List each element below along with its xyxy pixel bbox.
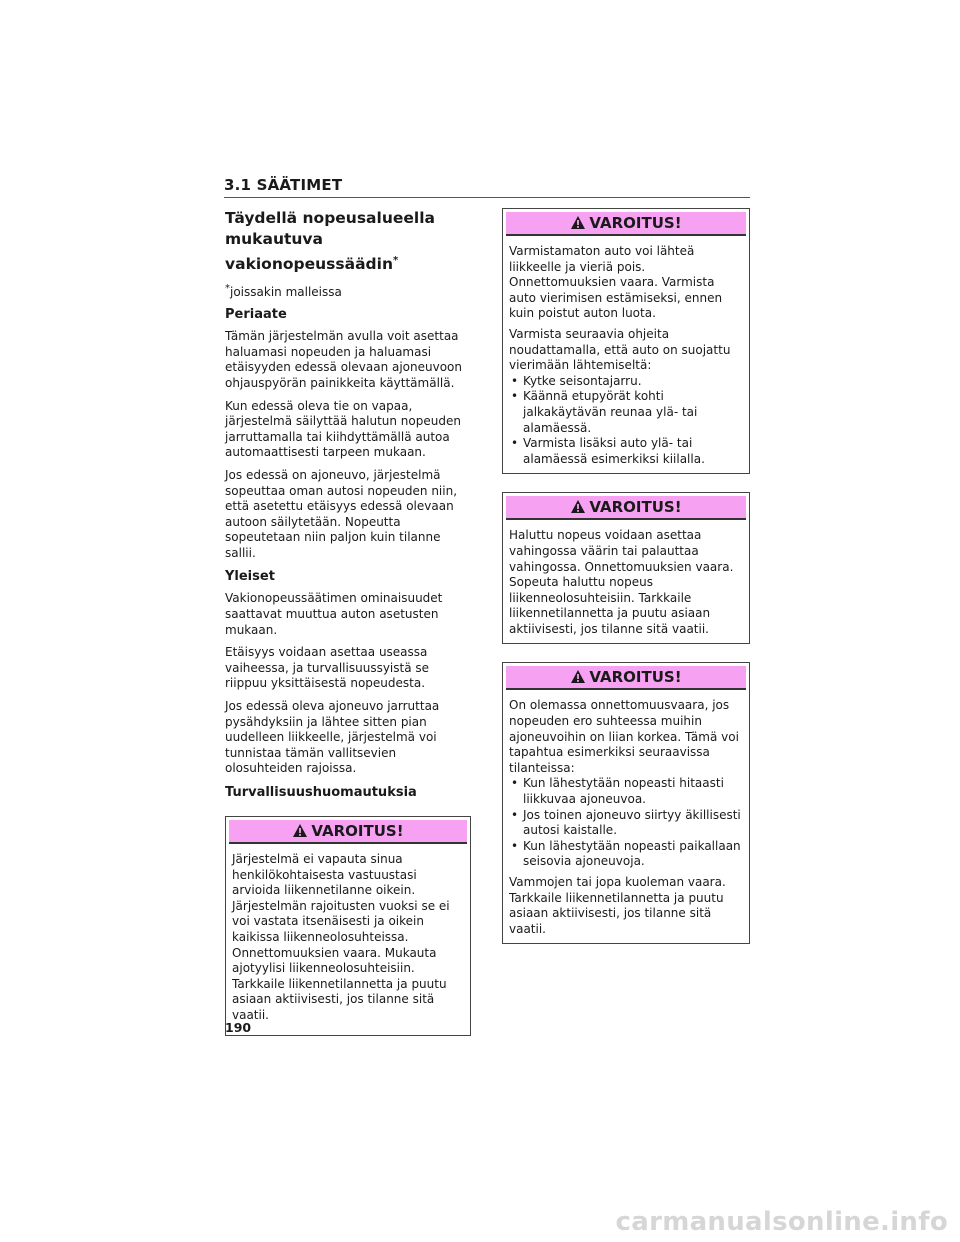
paragraph: Etäisyys voidaan asettaa useassa vaiheessa, ja turvallisuussyistä se riippuu yksittäisestä nopeudesta. (225, 645, 430, 691)
warning-header: VAROITUS! (506, 666, 746, 690)
subheading-general: Yleiset (225, 569, 275, 585)
section-header: 3.1 SÄÄTIMET (224, 176, 750, 198)
paragraph: Tämän järjestelmän avulla voit asettaa haluamasi nopeuden ja haluamasi etäisyyden edessä olevaan ajoneuvoon ohjauspyörän painikkeita käyttämällä. (225, 329, 463, 390)
page-title: Täydellä nopeusalueella mukautuva vakionopeussäädin* (225, 209, 435, 274)
warning-text: Vammojen tai jopa kuoleman vaara. Tarkkaile liikennetilannetta ja puutu asiaan aktiivisesti, jos tilanne sitä vaatii. (509, 875, 726, 936)
paragraph: Kun edessä oleva tie on vapaa, järjestelmä säilyttää halutun nopeuden jarruttamalla tai kiihdyttämällä autoa automaattisesti tarpeen mukaan. (225, 398, 461, 460)
watermark: carmanualsonline.info (615, 1207, 948, 1237)
warning-text: Haluttu nopeus voidaan asettaa vahingossa väärin tai palauttaa vahingossa. Onnettomuuksien vaara. Sopeuta haluttu nopeus liikenneolosuhteisiin. Tarkkaile liikennetilannetta ja puutu asiaan aktiivisesti, jos tilanne sitä vaatii. (509, 528, 734, 636)
paragraph: Vakionopeussäätimen ominaisuudet saattavat muuttua auton asetusten mukaan. (225, 591, 443, 637)
warning-triangle-icon (570, 498, 586, 520)
warning-box (502, 208, 750, 474)
right-column (502, 208, 750, 944)
paragraph: Jos edessä oleva ajoneuvo jarruttaa pysähdyksiin ja lähtee sitten pian uudelleen liikkeelle, järjestelmä voi tunnistaa tämän vallitsevien olosuhteiden rajoissa. (225, 699, 440, 776)
list-item: • Kun lähestytään nopeasti hitaasti liikkuvaa ajoneuvoa. (509, 776, 743, 807)
warning-text: Varmista seuraavia ohjeita noudattamalla, että auto on suojattu vierimään lähtemiseltä: (509, 326, 731, 373)
warning-triangle-icon (570, 214, 586, 236)
warning-text: Varmistamaton auto voi lähteä liikkeelle ja vieriä pois. Onnettomuuksien vaara. Varmista auto vierimisen estämiseksi, ennen kuin poistut auton luota. (509, 244, 723, 321)
list-item: • Jos toinen ajoneuvo siirtyy äkillisesti autosi kaistalle. (509, 808, 743, 839)
list-item: • Kun lähestytään nopeasti paikallaan seisovia ajoneuvoja. (509, 839, 743, 870)
subheading-principle: Periaate (225, 307, 287, 323)
warning-list (509, 374, 743, 468)
paragraph: Jos edessä on ajoneuvo, järjestelmä sopeuttaa oman autosi nopeuden niin, että asetettu etäisyys edessä olevaan autoon säilytetään. Nopeutta sopeutetaan niin paljon kuin tilanne sallii. (225, 467, 458, 560)
warning-box (502, 662, 750, 944)
warning-list (509, 776, 743, 870)
page-number: 190 (225, 1020, 252, 1035)
list-item: • Varmista lisäksi auto ylä- tai alamäessä esimerkiksi kiilalla. (509, 436, 743, 467)
subheading-safety: Turvallisuushuomautuksia (225, 785, 417, 800)
warning-header: VAROITUS! (229, 820, 467, 844)
list-item: • Käännä etupyörät kohti jalkakäytävän reunaa ylä- tai alamäessä. (509, 389, 743, 436)
warning-header: VAROITUS! (506, 212, 746, 236)
warning-triangle-icon (570, 668, 586, 690)
warning-header: VAROITUS! (506, 496, 746, 520)
warning-box (502, 492, 750, 644)
warning-text: Järjestelmä ei vapauta sinua henkilökohtaisesta vastuustasi arvioida liikennetilanne oikein. Järjestelmän rajoitusten vuoksi se ei voi vastata itsenäisesti ja oikein kaikissa liikenneolosuhteissa. Onnettomuuksien vaara. Mukauta ajotyylisi liikenneolosuhteisiin. Tarkkaile liikennetilannetta ja puutu asiaan aktiivisesti, jos tilanne sitä vaatii. (232, 852, 450, 1022)
list-item: • Kytke seisontajarru. (509, 374, 743, 390)
left-column (225, 208, 471, 1036)
warning-text: On olemassa onnettomuusvaara, jos nopeuden ero suhteessa muihin ajoneuvoihin on liian korkea. Tämä voi tapahtua esimerkiksi seuraavissa tilanteissa: (509, 698, 739, 775)
footnote-mark: * (392, 255, 399, 266)
footnote: *joissakin malleissa (225, 283, 342, 300)
warning-triangle-icon (292, 822, 308, 844)
warning-box (225, 816, 471, 1036)
